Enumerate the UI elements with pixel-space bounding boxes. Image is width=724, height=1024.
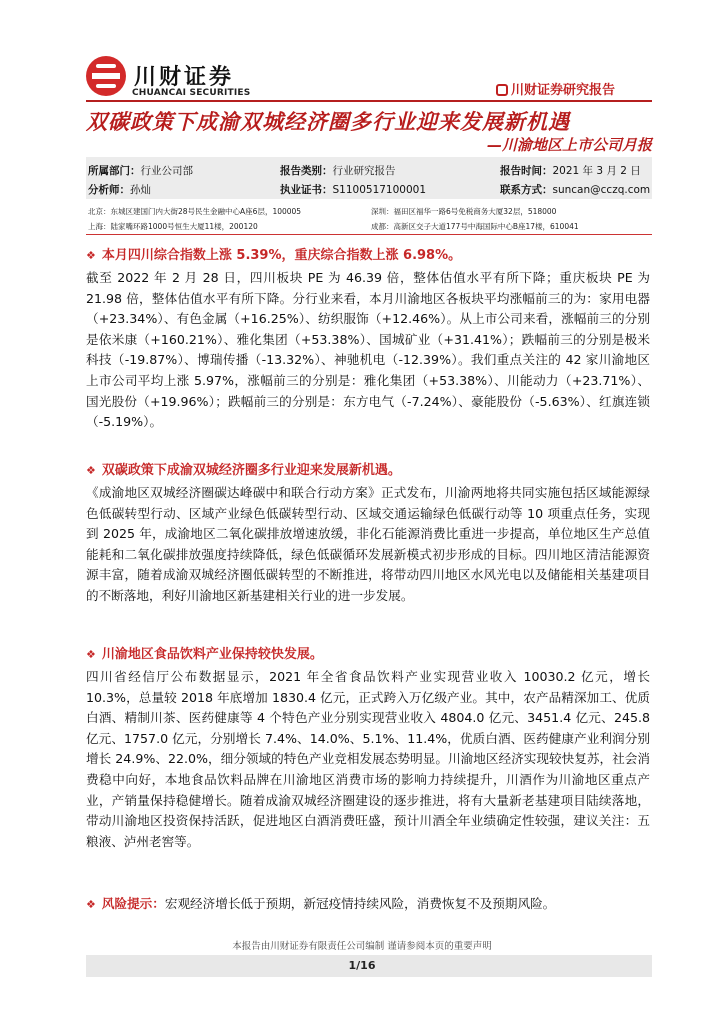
type-label: 报告类别： (280, 165, 333, 177)
report-meta (86, 157, 652, 199)
risk-text: 宏观经济增长低于预期，新冠疫情持续风险，消费恢复不及预期风险。 (164, 896, 556, 911)
address-beijing: 北京：东城区建国门内大街28号民生金融中心A座6层，100005 (88, 207, 302, 216)
diamond-bullet-icon: ❖ (86, 464, 96, 477)
section-heading (86, 244, 461, 263)
section-heading (86, 643, 323, 662)
page-title: 双碳政策下成渝双城经济圈多行业迎来发展新机遇 (86, 110, 570, 134)
diamond-bullet-icon: ❖ (86, 898, 96, 911)
brand-name-en: CHUANCAI SECURITIES (132, 88, 251, 98)
dept-value: 行业公司部 (140, 165, 193, 177)
time-value: 2021 年 3 月 2 日 (552, 165, 641, 177)
footer-notice: 本报告由川财证券有限责任公司编制 谨请参阅本页的重要声明 (232, 941, 492, 952)
address-chengdu: 成都：高新区交子大道177号中海国际中心B座17楼，610041 (371, 222, 579, 231)
report-tag (496, 79, 615, 98)
analyst-label: 分析师： (88, 184, 130, 196)
address-shanghai: 上海：陆家嘴环路1000号恒生大厦11楼，200120 (88, 222, 258, 231)
diamond-bullet-icon: ❖ (86, 249, 96, 262)
section-body: 《成渝地区双城经济圈碳达峰碳中和联合行动方案》正式发布，川渝两地将共同实施包括区域能源绿色低碳转型行动、区域产业绿色低碳转型行动、区域交通运输绿色低碳行动等 10 项重点任务，实现到 2025 年，成渝地区二氧化碳排放增速放缓，非化石能源消费比重进一步提高，单位地区生产总值能耗和二氧化碳排放强度持续降低，绿色低碳循环发展新模式初步形成的目标。四川地区清洁能源资源丰富，随着成渝双城经济圈低碳转型的不断推进，将带动四川地区水风光电以及储能相关基建项目的不断落地，利好川渝地区新基建相关行业的进一步发展。 (86, 485, 650, 603)
time-label: 报告时间： (500, 165, 553, 177)
page-subtitle: —川渝地区上市公司月报 (486, 136, 652, 154)
risk-warning (86, 894, 650, 916)
address-divider (86, 234, 652, 235)
header-divider (86, 100, 652, 102)
section-heading-text: 本月四川综合指数上涨 5.39%，重庆综合指数上涨 6.98%。 (101, 248, 462, 263)
report-tag-icon (496, 84, 508, 96)
risk-label: 风险提示： (101, 896, 165, 911)
type-value: 行业研究报告 (332, 165, 396, 177)
contact-email[interactable]: suncan@cczq.com (552, 184, 651, 196)
dept-label: 所属部门： (88, 165, 141, 177)
diamond-bullet-icon: ❖ (86, 648, 96, 661)
brand-name-cn: 川财证券 (134, 64, 235, 90)
page-number: 1/16 (348, 959, 376, 972)
cert-label: 执业证书： (280, 184, 333, 196)
section-heading-text: 双碳政策下成渝双城经济圈多行业迎来发展新机遇。 (101, 463, 401, 478)
section-body: 截至 2022 年 2 月 28 日，四川板块 PE 为 46.39 倍，整体估值水平有所下降；重庆板块 PE 为 21.98 倍，整体估值水平有所下降。分行业来看，本月川渝地区各板块平均涨幅前三的为：家用电器（+23.34%）、有色金属（+16.25%）、纺织服饰（+12.46%）。从上市公司来看，涨幅前三的分别是依米康（+160.21%）、雅化集团（+53.38%）、国城矿业（+31.41%）；跌幅前三的分别是极米科技（-19.87%）、博瑞传播（-13.32%）、神驰机电（-12.39%）。我们重点关注的 42 家川渝地区上市公司平均上涨 5.97%，涨幅前三的分别是：雅化集团（+53.38%）、川能动力（+23.71%）、国光股份（+19.96%）；跌幅前三的分别是：东方电气（-7.24%）、豪能股份（-5.63%）、红旗连锁（-5.19%）。 (86, 270, 650, 430)
address-shenzhen: 深圳：福田区福华一路6号免税商务大厦32层，518000 (371, 207, 557, 216)
contact-label: 联系方式： (500, 184, 553, 196)
section-body: 四川省经信厅公布数据显示，2021 年全省食品饮料产业实现营业收入 10030.2 亿元，增长 10.3%，总量较 2018 年底增加 1830.4 亿元，正式跨入万亿级产业。其中，农产品精深加工、优质白酒、精制川茶、医药健康等 4 个特色产业分别实现营业收入 4804.0 亿元、3451.4 亿元、245.8 亿元、1757.0 亿元，分别增长 7.4%、14.0%、5.1%、11.4%，优质白酒、医药健康产业利润分别增长 24.9%、22.0%，细分领域的特色产业竞相发展态势明显。川渝地区经济实现较快复苏，社会消费稳中向好，本地食品饮料品牌在川渝地区消费市场的影响力持续提升，川酒作为川渝地区重点产业，产销量保持稳健增长。随着成渝双城经济圈建设的逐步推进，将有大量新老基建项目陆续落地，带动川渝地区投资保持活跃，促进地区白酒消费旺盛，预计川酒全年业绩确定性较强，建议关注：五粮液、泸州老窖等。 (86, 669, 650, 849)
cert-value: S1100517100001 (332, 184, 427, 196)
report-tag-label: 川财证券研究报告 (511, 83, 616, 98)
section-heading (86, 459, 401, 478)
analyst-value: 孙灿 (130, 184, 151, 196)
section-heading-text: 川渝地区食品饮料产业保持较快发展。 (101, 647, 323, 662)
brand-logo-icon (86, 56, 126, 96)
